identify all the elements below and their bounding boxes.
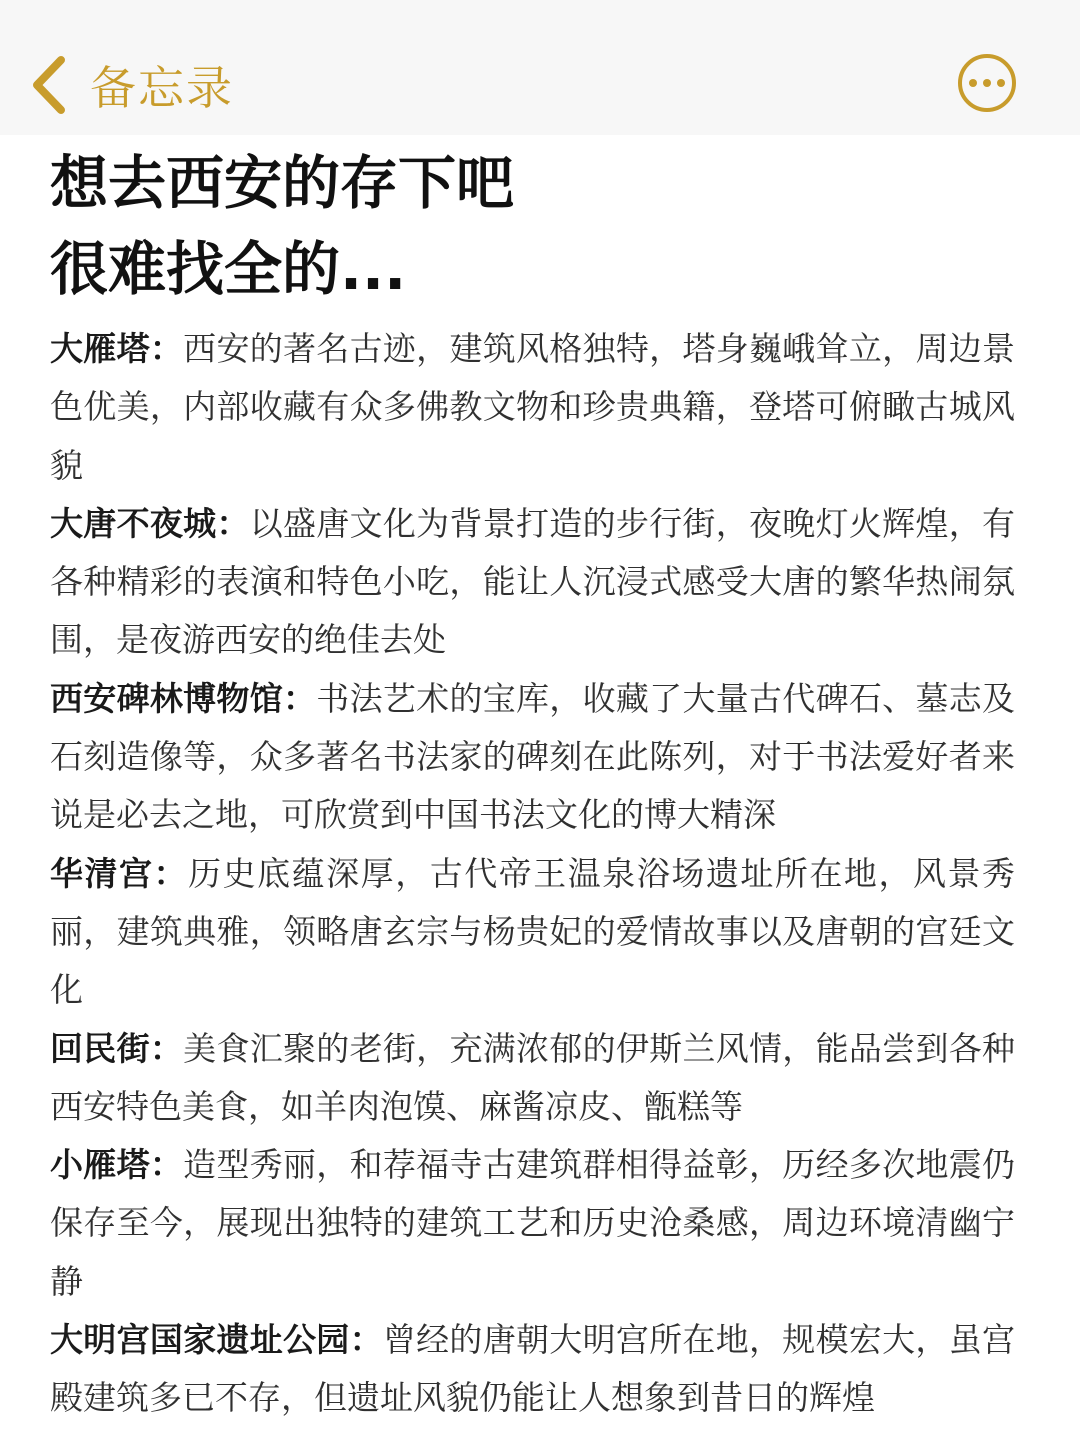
back-label: 备忘录 — [90, 61, 234, 115]
attraction-entry — [50, 845, 1015, 1020]
attraction-entry — [50, 1020, 1015, 1137]
attraction-name: 小雁塔： — [50, 1145, 184, 1185]
attraction-name: 华清宫： — [50, 853, 189, 893]
navigation-bar — [0, 0, 1080, 135]
note-title-line: 很难找全的... — [50, 235, 407, 303]
attraction-name: 大唐不夜城： — [50, 503, 250, 543]
attraction-description: 西安的著名古迹，建筑风格独特，塔身巍峨耸立，周边景色优美，内部收藏有众多佛教文物和珍贵典籍，登塔可俯瞰古城风貌 — [50, 329, 1016, 485]
attraction-entry — [50, 1136, 1015, 1311]
attraction-description: 历史底蕴深厚，古代帝王温泉浴场遗址所在地，风景秀丽，建筑典雅，领略唐玄宗与杨贵妃的爱情故事以及唐朝的宫廷文化 — [50, 853, 1016, 1010]
back-button[interactable] — [28, 52, 234, 118]
attraction-description: 美食汇聚的老街，充满浓郁的伊斯兰风情，能品尝到各种西安特色美食，如羊肉泡馍、麻酱凉皮、甑糕等 — [50, 1028, 1016, 1126]
attraction-description: 曾经的唐朝大明宫所在地，规模宏大，虽宫殿建筑多已不存，但遗址风貌仍能让人想象到昔日的辉煌 — [50, 1320, 1016, 1418]
attraction-description: 以盛唐文化为背景打造的步行街，夜晚灯火辉煌，有各种精彩的表演和特色小吃，能让人沉浸式感受大唐的繁华热闹氛围，是夜游西安的绝佳去处 — [50, 503, 1016, 660]
note-title-line: 想去西安的存下吧 — [50, 149, 515, 217]
more-horizontal-icon — [997, 79, 1005, 87]
attraction-entry — [50, 320, 1015, 495]
more-horizontal-icon — [983, 79, 991, 87]
attraction-entry — [50, 670, 1015, 845]
attraction-entry — [50, 495, 1015, 670]
attraction-list — [50, 320, 1015, 1428]
attraction-name: 西安碑林博物馆： — [50, 678, 317, 718]
attraction-name: 大雁塔： — [50, 329, 184, 368]
attraction-entry — [50, 1311, 1015, 1428]
more-horizontal-icon — [969, 79, 977, 87]
note-title — [50, 140, 1015, 312]
attraction-name: 回民街： — [50, 1028, 184, 1068]
attraction-name: 大明宫国家遗址公园： — [50, 1320, 383, 1360]
chevron-left-icon — [28, 54, 68, 116]
more-button[interactable] — [958, 54, 1016, 112]
attraction-description: 书法艺术的宝库，收藏了大量古代碑石、墓志及石刻造像等，众多著名书法家的碑刻在此陈列，对于书法爱好者来说是必去之地，可欣赏到中国书法文化的博大精深 — [50, 678, 1016, 835]
note-body[interactable] — [50, 140, 1015, 1428]
attraction-description: 造型秀丽，和荐福寺古建筑群相得益彰，历经多次地震仍保存至今，展现出独特的建筑工艺和历史沧桑感，周边环境清幽宁静 — [50, 1145, 1016, 1301]
